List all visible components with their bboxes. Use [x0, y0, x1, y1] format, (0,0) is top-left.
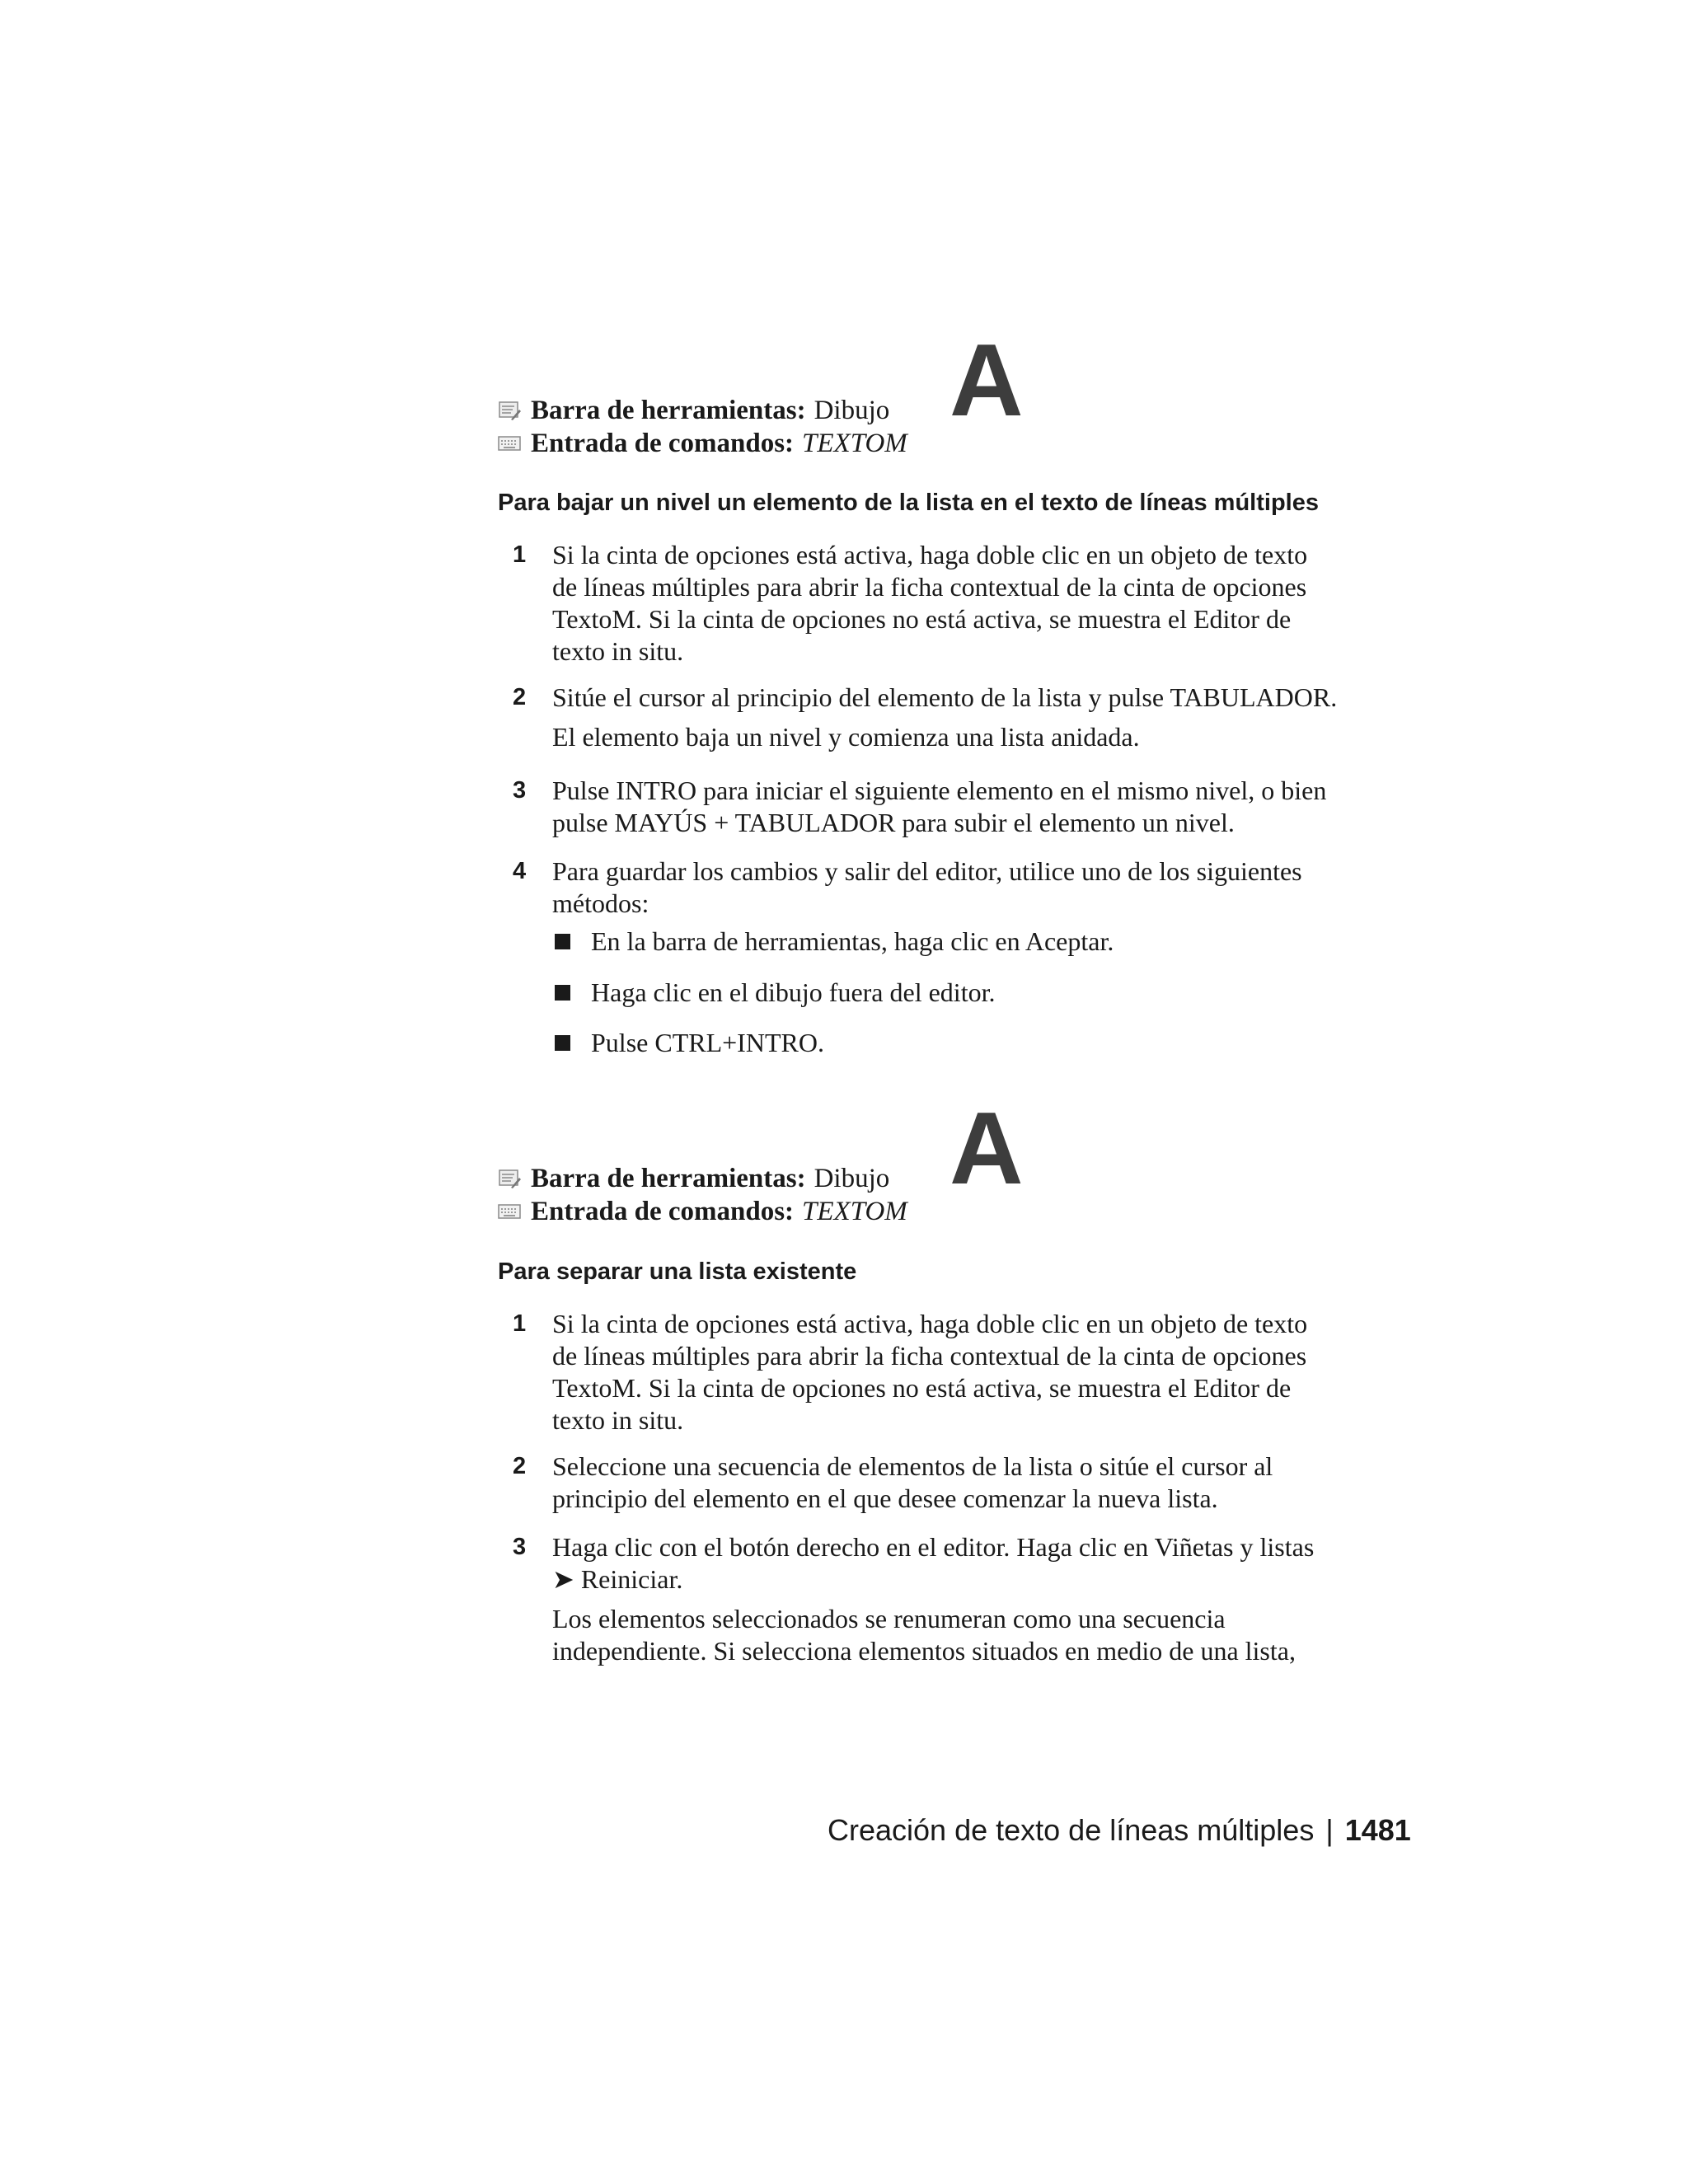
- bullet-item: [552, 977, 995, 1009]
- toolbar-label: Barra de herramientas:: [531, 395, 806, 425]
- procedure-step: [498, 855, 1388, 920]
- step-line: pulse MAYÚS + TABULADOR para subir el elemento un nivel.: [552, 808, 1235, 837]
- toolbar-access-line: [498, 1162, 1240, 1195]
- step-number: 4: [513, 858, 527, 884]
- command-access-line: [498, 427, 1240, 460]
- multiline-text-A-icon: A: [950, 1092, 1024, 1206]
- step-line: TextoM. Si la cinta de opciones no está activa, se muestra el Editor de: [552, 1373, 1292, 1403]
- procedure-step: [498, 682, 1388, 753]
- step-text: [552, 775, 1388, 839]
- toolbar-value: Dibujo: [814, 1163, 890, 1193]
- access-block-1: [498, 324, 1240, 460]
- command-label: Entrada de comandos:: [531, 428, 795, 458]
- step-number: 1: [513, 1310, 527, 1337]
- step-result: El elemento baja un nivel y comienza una lista anidada.: [552, 722, 1140, 752]
- step-text: [552, 1531, 1388, 1596]
- step-line: de líneas múltiples para abrir la ficha contextual de la cinta de opciones: [552, 572, 1307, 602]
- chapter-title: Creación de texto de líneas múltiples: [828, 1813, 1315, 1847]
- step-number: 1: [513, 541, 527, 568]
- step-line: de líneas múltiples para abrir la ficha contextual de la cinta de opciones: [552, 1341, 1307, 1371]
- step-number: 2: [513, 1453, 527, 1479]
- toolbar-icon: [498, 400, 523, 421]
- command-value: TEXTOM: [802, 428, 907, 458]
- bullet-square-icon: [555, 934, 570, 949]
- keyboard-icon: [498, 1201, 523, 1222]
- step-line: Haga clic con el botón derecho en el editor. Haga clic en Viñetas y listas: [552, 1532, 1315, 1562]
- step-text: [552, 539, 1388, 668]
- step-text: [552, 1451, 1388, 1515]
- keyboard-icon: [498, 433, 523, 454]
- step-line: Pulse INTRO para iniciar el siguiente elemento en el mismo nivel, o bien: [552, 776, 1327, 805]
- step-line: texto in situ.: [552, 636, 684, 666]
- step-line: métodos:: [552, 888, 649, 918]
- toolbar-label: Barra de herramientas:: [531, 1163, 806, 1193]
- step-number: 3: [513, 777, 527, 804]
- bullet-text: En la barra de herramientas, haga clic en Aceptar.: [591, 926, 1114, 956]
- command-label: Entrada de comandos:: [531, 1196, 795, 1226]
- step-result-line: independiente. Si selecciona elementos situados en medio de una lista,: [552, 1636, 1296, 1666]
- bullet-text: Pulse CTRL+INTRO.: [591, 1028, 824, 1057]
- procedure-step: [498, 775, 1388, 839]
- procedure-step: [498, 539, 1388, 668]
- bullet-square-icon: [555, 1035, 570, 1051]
- page-number: 1481: [1344, 1813, 1411, 1847]
- bullet-item: [552, 926, 1114, 958]
- command-access-line: [498, 1195, 1240, 1228]
- bullet-item: [552, 1027, 824, 1059]
- step-line: Seleccione una secuencia de elementos de la lista o sitúe el cursor al: [552, 1451, 1273, 1481]
- step-line: TextoM. Si la cinta de opciones no está activa, se muestra el Editor de: [552, 604, 1292, 634]
- step-line: texto in situ.: [552, 1405, 684, 1435]
- toolbar-access-line: [498, 394, 1240, 427]
- bullet-square-icon: [555, 985, 570, 1001]
- step-line: Si la cinta de opciones está activa, haga doble clic en un objeto de texto: [552, 1309, 1308, 1338]
- procedure-step: [498, 1451, 1388, 1515]
- step-number: 2: [513, 684, 527, 710]
- step-line: principio del elemento en el que desee comenzar la nueva lista.: [552, 1483, 1218, 1513]
- procedure-step: [498, 1531, 1388, 1667]
- multiline-text-A-icon: A: [950, 324, 1024, 438]
- step-result: [552, 1603, 1388, 1667]
- bullet-text: Haga clic en el dibujo fuera del editor.: [591, 977, 996, 1007]
- toolbar-icon: [498, 1168, 523, 1189]
- access-block-2: [498, 1092, 1240, 1228]
- procedure-step: [498, 1308, 1388, 1436]
- footer-separator: |: [1325, 1813, 1334, 1847]
- step-line: ➤ Reiniciar.: [552, 1564, 683, 1594]
- step-text: [552, 1308, 1388, 1436]
- command-value: TEXTOM: [802, 1196, 907, 1226]
- step-line: Si la cinta de opciones está activa, haga doble clic en un objeto de texto: [552, 540, 1308, 569]
- step-text: [552, 682, 1388, 714]
- step-line: Para guardar los cambios y salir del editor, utilice uno de los siguientes: [552, 856, 1302, 886]
- step-line: Sitúe el cursor al principio del elemento de la lista y pulse TABULADOR.: [552, 682, 1338, 712]
- step-number: 3: [513, 1534, 527, 1560]
- step-result-line: Los elementos seleccionados se renumeran como una secuencia: [552, 1604, 1226, 1633]
- procedure-title: Para bajar un nivel un elemento de la lista en el texto de líneas múltiples: [498, 490, 1319, 516]
- step-text: [552, 855, 1388, 920]
- toolbar-value: Dibujo: [814, 395, 890, 425]
- page-footer: [828, 1813, 1411, 1848]
- procedure-title: Para separar una lista existente: [498, 1258, 857, 1285]
